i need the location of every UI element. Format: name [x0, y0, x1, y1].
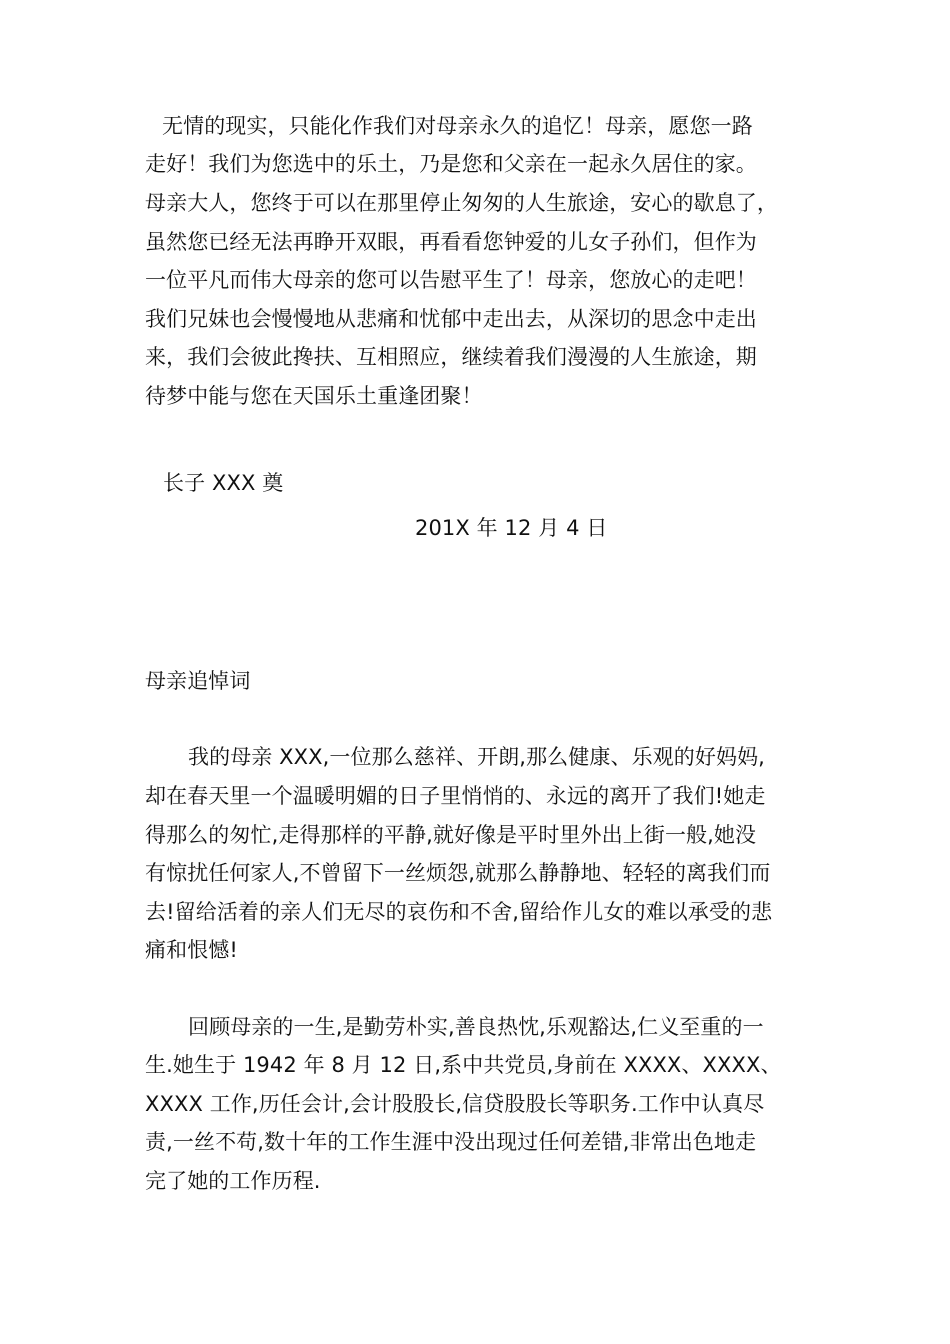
paragraph-line: 来，我们会彼此搀扶、互相照应，继续着我们漫漫的人生旅途，期: [145, 345, 757, 369]
paragraph-line: 走好！我们为您选中的乐土，乃是您和父亲在一起永久居住的家。: [145, 152, 757, 176]
section-title: 母亲追悼词: [145, 669, 251, 693]
paragraph-line: 我的母亲 XXX,一位那么慈祥、开朗,那么健康、乐观的好妈妈,: [188, 745, 765, 769]
paragraph-line: 母亲大人，您终于可以在那里停止匆匆的人生旅途，安心的歇息了，: [145, 191, 778, 215]
signature: 长子 XXX 奠: [163, 471, 284, 495]
paragraph-line: 却在春天里一个温暖明媚的日子里悄悄的、永远的离开了我们!她走: [145, 784, 766, 808]
paragraph-line: 完了她的工作历程.: [145, 1169, 321, 1193]
paragraph-line: 回顾母亲的一生,是勤劳朴实,善良热忱,乐观豁达,仁义至重的一: [188, 1015, 764, 1039]
paragraph-line: 我们兄妹也会慢慢地从悲痛和忧郁中走出去，从深切的思念中走出: [145, 307, 757, 331]
paragraph-line: 一位平凡而伟大母亲的您可以告慰平生了！母亲，您放心的走吧！: [145, 268, 757, 292]
paragraph-line: 待梦中能与您在天国乐土重逢团聚！: [145, 384, 483, 408]
paragraph-line: XXXX 工作,历任会计,会计股股长,信贷股股长等职务.工作中认真尽: [145, 1092, 765, 1116]
paragraph-line: 痛和恨憾!: [145, 938, 238, 962]
paragraph-line: 虽然您已经无法再睁开双眼，再看看您钟爱的儿女子孙们，但作为: [145, 230, 757, 254]
paragraph-line: 生.她生于 1942 年 8 月 12 日,系中共党员,身前在 XXXX、XXXX、: [145, 1053, 782, 1077]
paragraph-line: 责,一丝不苟,数十年的工作生涯中没出现过任何差错,非常出色地走: [145, 1130, 757, 1154]
paragraph-line: 得那么的匆忙,走得那样的平静,就好像是平时里外出上街一般,她没: [145, 823, 757, 847]
paragraph-line: 去!留给活着的亲人们无尽的哀伤和不舍,留给作儿女的难以承受的悲: [145, 900, 773, 924]
paragraph-line: 有惊扰任何家人,不曾留下一丝烦怨,就那么静静地、轻轻的离我们而: [145, 861, 771, 885]
paragraph-line: 无情的现实，只能化作我们对母亲永久的追忆！母亲，愿您一路: [162, 114, 753, 138]
date: 201X 年 12 月 4 日: [415, 516, 608, 540]
